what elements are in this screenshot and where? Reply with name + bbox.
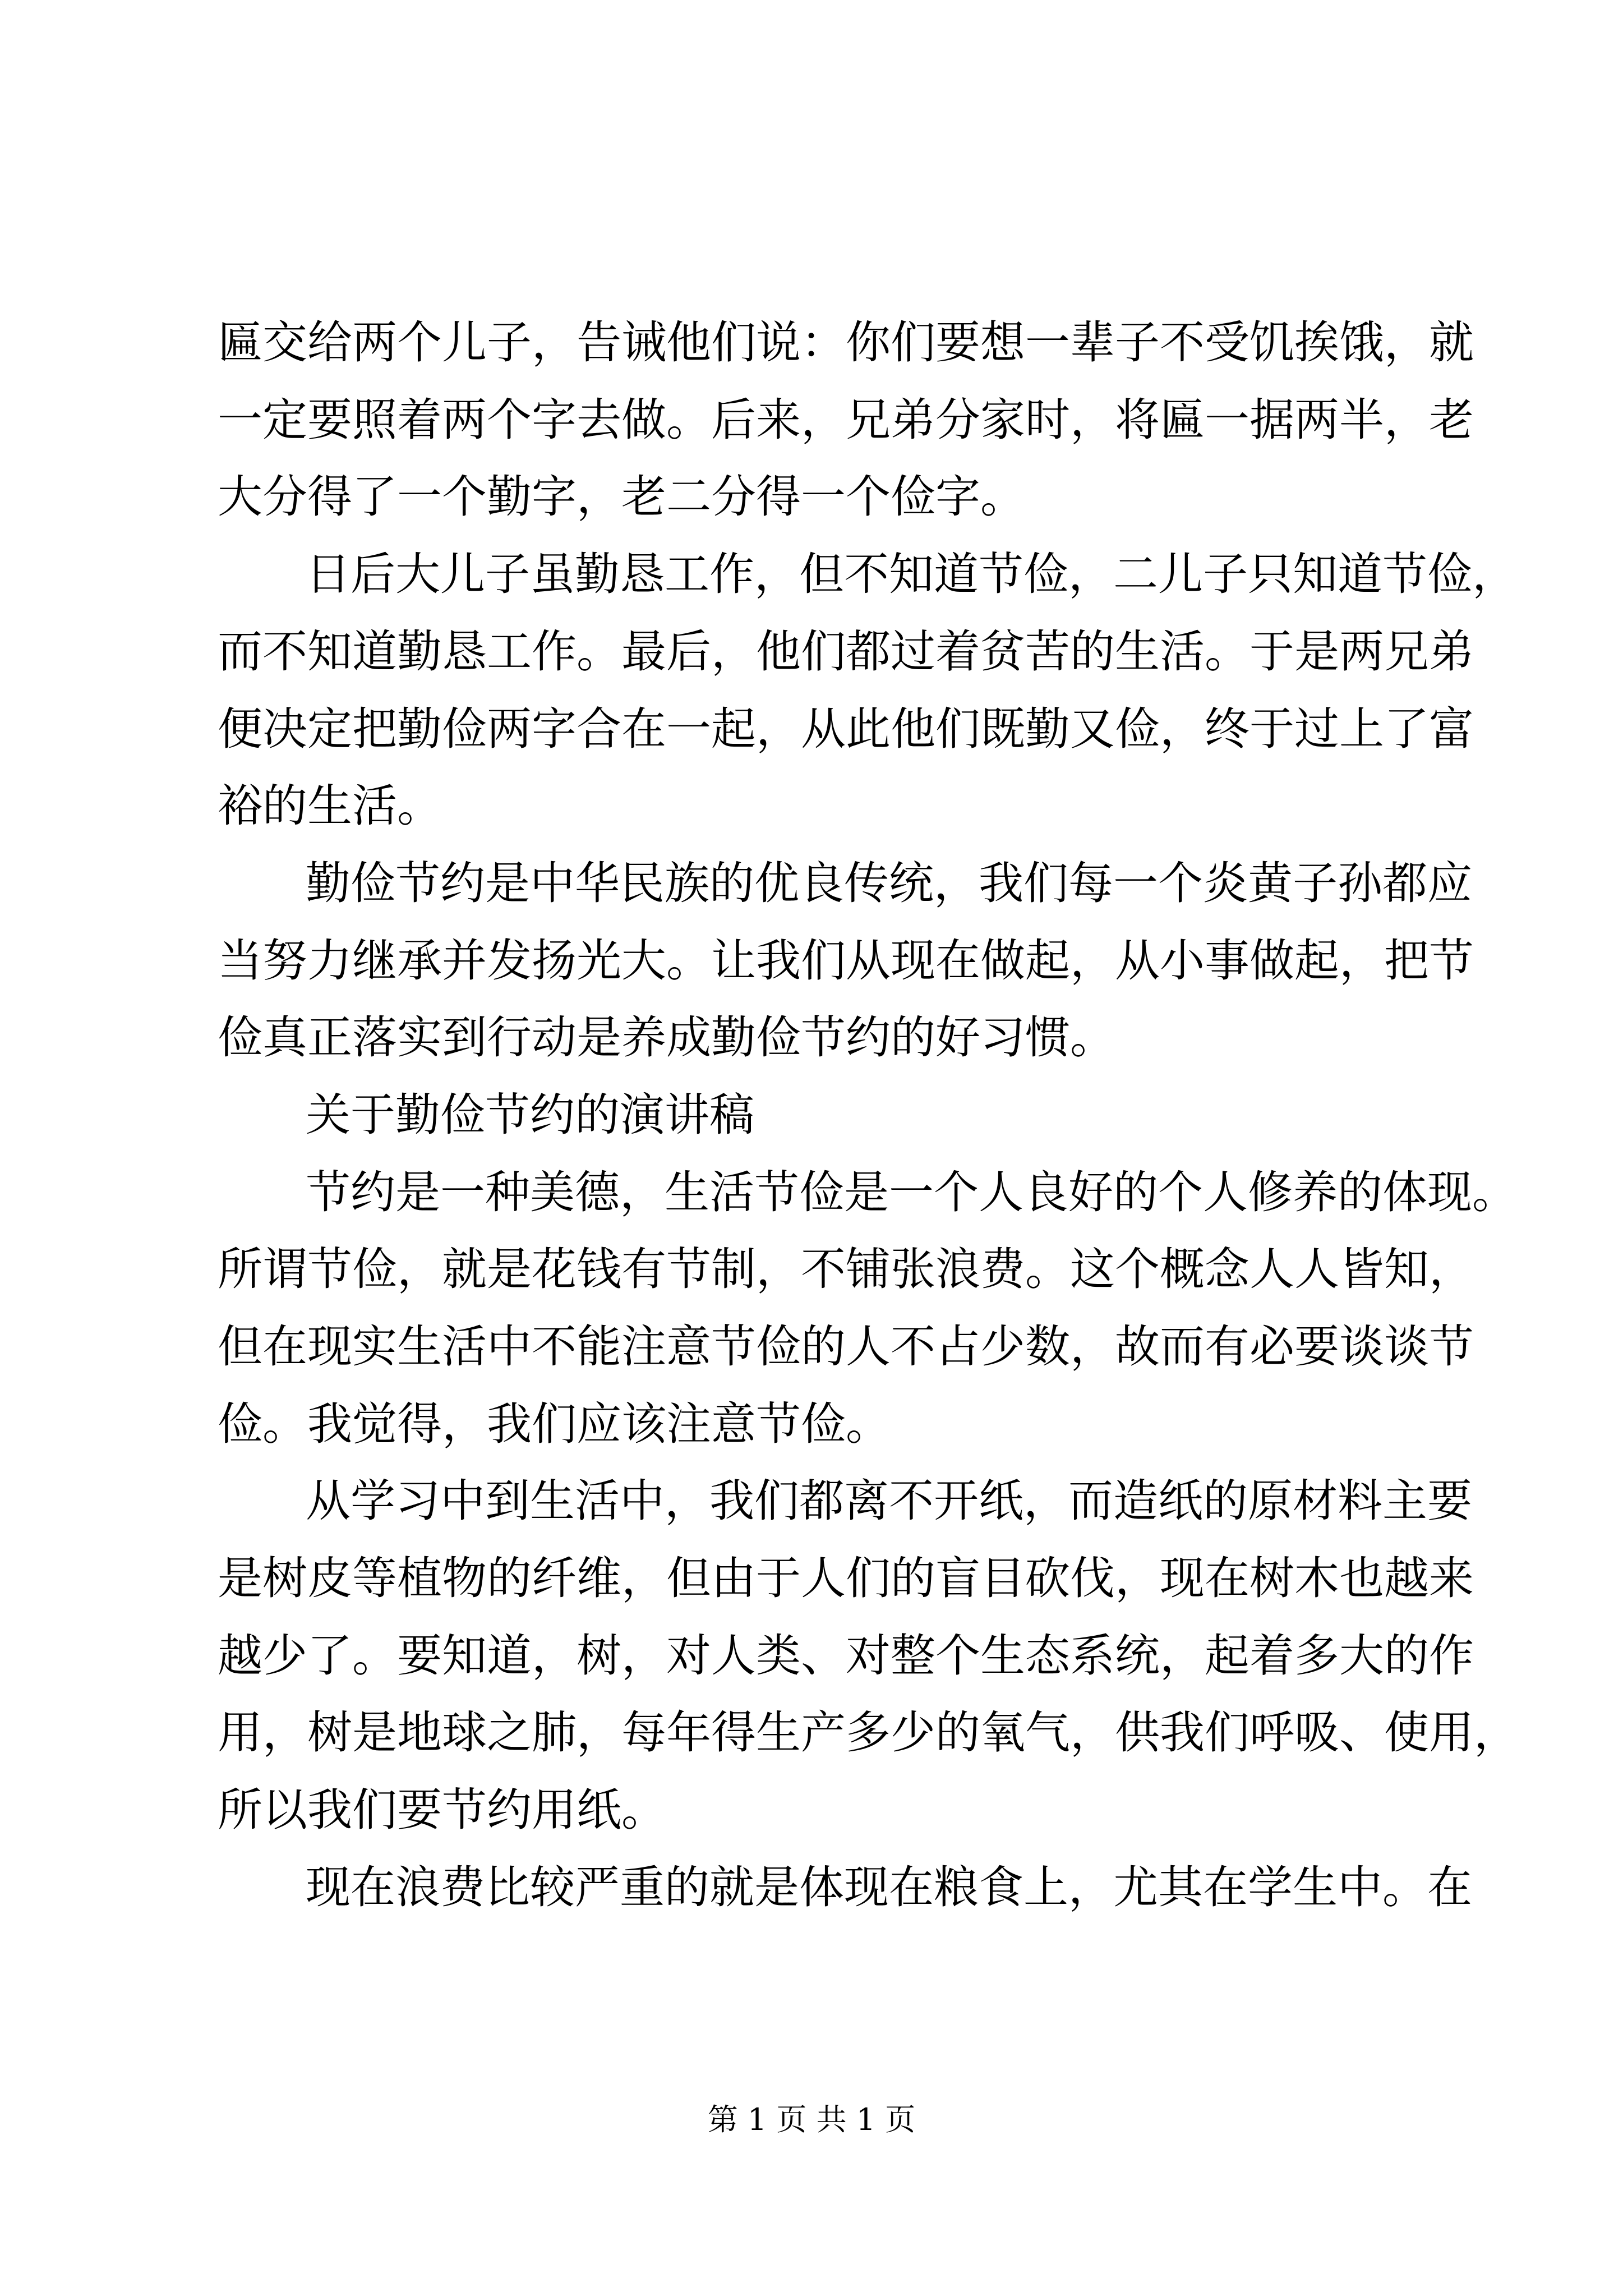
text-line: 所以我们要节约用纸。	[218, 1784, 666, 1836]
text-line: 所谓节俭，就是花钱有节制，不铺张浪费。这个概念人人皆知，	[218, 1243, 1474, 1295]
paragraph-first-line: 日后大儿子虽勤恳工作，但不知道节俭，二儿子只知道节俭，	[306, 548, 1517, 600]
text-line: 越少了。要知道，树，对人类、对整个生态系统，起着多大的作	[218, 1630, 1474, 1682]
paragraph-first-line: 现在浪费比较严重的就是体现在粮食上，尤其在学生中。在	[306, 1861, 1472, 1913]
text-line: 裕的生活。	[218, 780, 442, 832]
paragraph-first-line: 节约是一种美德，生活节俭是一个人良好的个人修养的体现。	[306, 1166, 1517, 1218]
section-heading: 关于勤俭节约的演讲稿	[306, 1089, 754, 1141]
text-line: 是树皮等植物的纤维，但由于人们的盲目砍伐，现在树木也越来	[218, 1552, 1474, 1604]
text-line: 匾交给两个儿子，告诫他们说：你们要想一辈子不受饥挨饿，就	[218, 316, 1474, 369]
text-line: 俭真正落实到行动是养成勤俭节约的好习惯。	[218, 1011, 1115, 1064]
text-line: 而不知道勤恳工作。最后，他们都过着贫苦的生活。于是两兄弟	[218, 625, 1474, 678]
text-line: 大分得了一个勤字，老二分得一个俭字。	[218, 471, 1025, 523]
page-footer: 第 1 页 共 1 页	[707, 2102, 916, 2137]
paragraph-first-line: 从学习中到生活中，我们都离不开纸，而造纸的原材料主要	[306, 1475, 1472, 1527]
text-line: 但在现实生活中不能注意节俭的人不占少数，故而有必要谈谈节	[218, 1320, 1474, 1373]
text-line: 一定要照着两个字去做。后来，兄弟分家时，将匾一据两半，老	[218, 394, 1474, 446]
text-line: 便决定把勤俭两字合在一起，从此他们既勤又俭，终于过上了富	[218, 703, 1474, 755]
text-line: 用，树是地球之肺，每年得生产多少的氧气，供我们呼吸、使用，	[218, 1706, 1519, 1759]
paragraph-first-line: 勤俭节约是中华民族的优良传统，我们每一个炎黄子孙都应	[306, 857, 1472, 909]
text-line: 当努力继承并发扬光大。让我们从现在做起，从小事做起，把节	[218, 935, 1474, 987]
text-line: 俭。我觉得，我们应该注意节俭。	[218, 1398, 891, 1450]
